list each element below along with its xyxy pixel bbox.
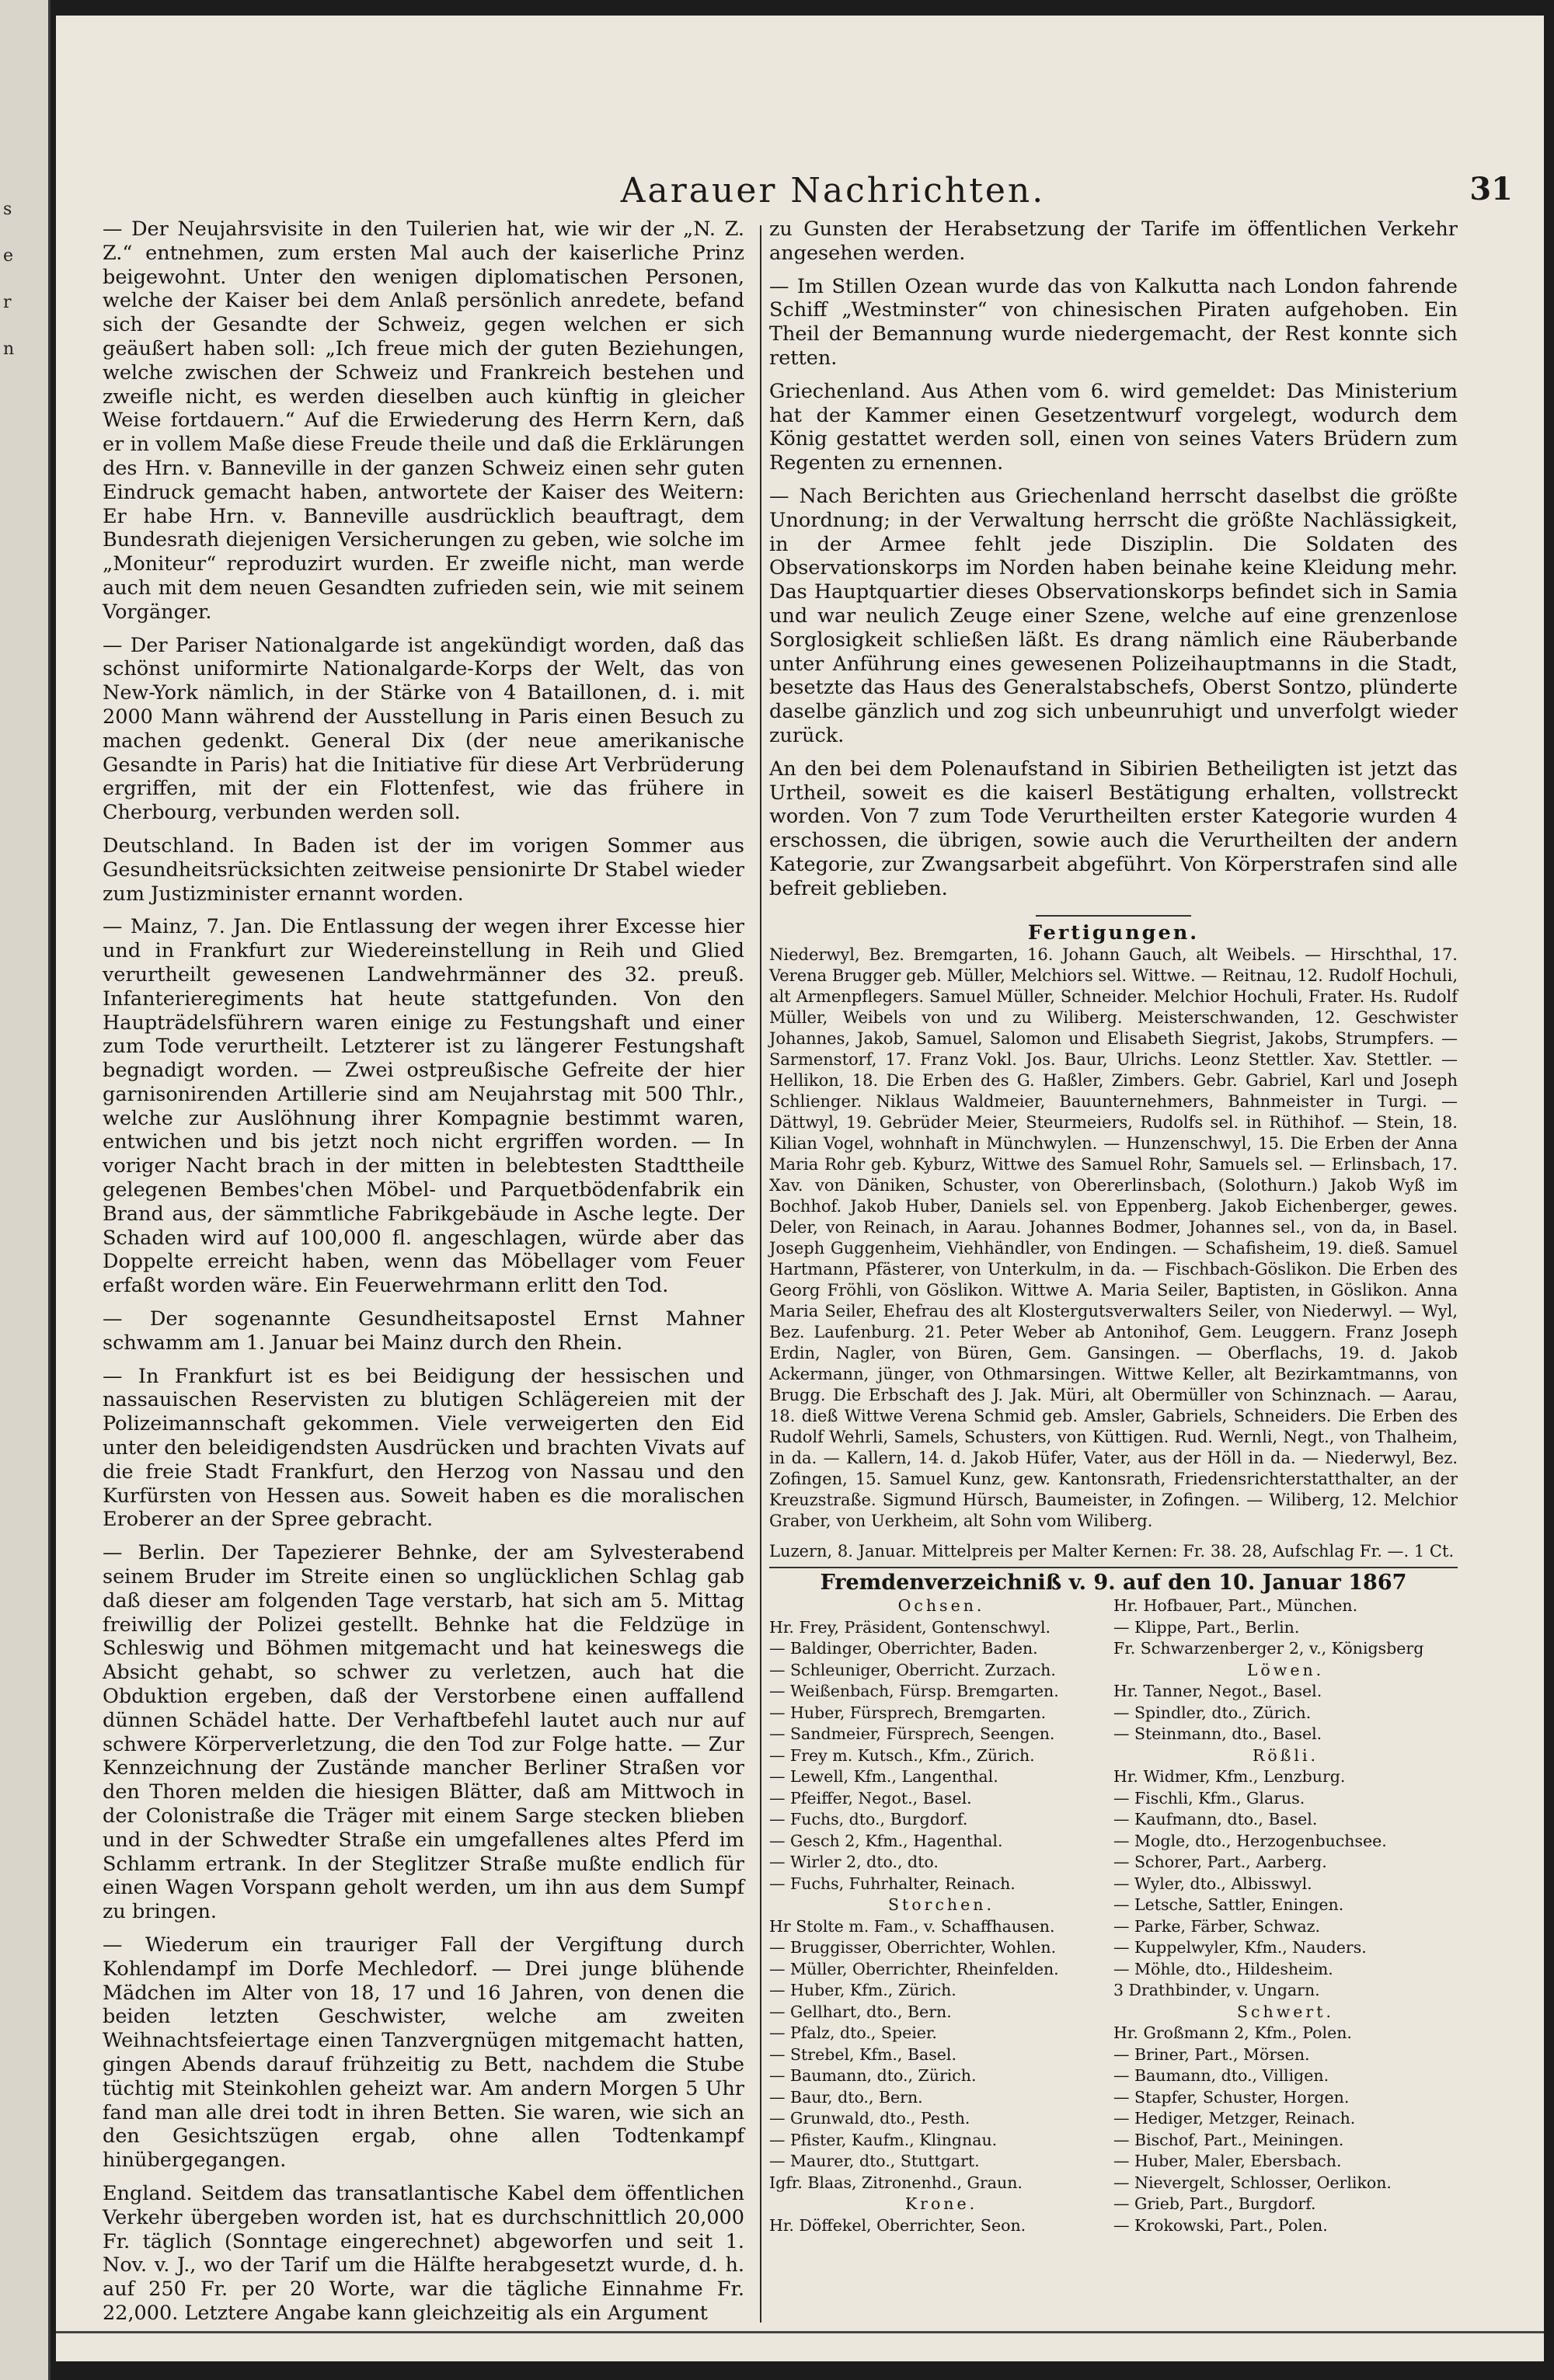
guest-entry: 3 Drathbinder, v. Ungarn. — [1113, 1981, 1320, 2000]
guest-entry: — Spindler, dto., Zürich. — [1113, 1703, 1312, 1722]
guest-entry: — Müller, Oberrichter, Rheinfelden. — [769, 1959, 1059, 1978]
hotel-name: Krone. — [904, 2194, 978, 2214]
guest-entry: — Krokowski, Part., Polen. — [1113, 2215, 1328, 2235]
guest-entry: — Klippe, Part., Berlin. — [1113, 1617, 1300, 1637]
guest-entry: — Pfalz, dto., Speier. — [769, 2023, 937, 2043]
hotel-name: Schwert. — [1237, 2002, 1334, 2021]
column-rule — [760, 225, 761, 2323]
fertigungen-heading: Fertigungen. — [1027, 920, 1200, 945]
guest-entry: — Baumann, dto., Zürich. — [769, 2066, 977, 2086]
section-divider — [1036, 915, 1191, 917]
guest-entry: — Möhle, dto., Hildesheim. — [1113, 1959, 1333, 1978]
market-price: Luzern, 8. Januar. Mittelpreis per Malter Kernen: Fr. 38. 28, Aufschlag Fr. —. 1 Ct. — [769, 1542, 1455, 1561]
left-article: — Wiederum ein trauriger Fall der Vergiftung durch Kohlendampf im Dorfe Mechledorf. — Drei junge blühende Mädchen im Alter von 18, 17 und 16 Jahren, von denen die beiden letzten Geschwister, welche am zweiten Weihnachtsfeiertage einen Tanzvergnügen mitgemacht hatten, gingen Abends darauf frühzeitig zu Bett, nachdem die Stube tüchtig mit Steinkohlen geheizt war. Am andern Morgen 5 Uhr fand man alle drei todt in ihren Betten. Sie waren, wie sich an den Gesichtszügen ergab, ohne allen Todtenkampf hinübergegangen. — [103, 1933, 744, 2173]
right-article: zu Gunsten der Herabsetzung der Tarife im öffentlichen Verkehr angesehen werden. — [769, 217, 1458, 265]
guest-entry: — Baumann, dto., Villigen. — [1113, 2066, 1329, 2086]
guest-entry: — Bischof, Part., Meiningen. — [1113, 2130, 1344, 2149]
left-article: England. Seitdem das transatlantische Kabel dem öffentlichen Verkehr übergeben worden ist, hat es durchschnittlich 20,000 Fr. täglich (Sonntage eingerechnet) abgeworfen und seit 1. Nov. v. J., wo der Tarif um die Hälfte herabgesetzt wurde, d. h. auf 250 Fr. per 20 Worte, war die tägliche Einnahme Fr. 22,000. Letztere Angabe kann gleichzeitig als ein Argument — [103, 2181, 744, 2325]
guest-entry: — Pfister, Kaufm., Klingnau. — [769, 2130, 998, 2149]
guest-entry: Hr Stolte m. Fam., v. Schaffhausen. — [769, 1916, 1055, 1936]
hotel-name: Rößli. — [1252, 1745, 1319, 1765]
guest-entry: — Lewell, Kfm., Langenthal. — [769, 1767, 998, 1787]
guest-entry: — Briner, Part., Mörsen. — [1113, 2044, 1310, 2064]
guest-entry: — Mogle, dto., Herzogenbuchsee. — [1113, 1831, 1387, 1850]
guest-entry: Hr. Tanner, Negot., Basel. — [1113, 1682, 1322, 1701]
guest-entry: Hr. Döffekel, Oberrichter, Seon. — [769, 2215, 1026, 2235]
guest-entry: — Grieb, Part., Burgdorf. — [1113, 2194, 1316, 2214]
guest-entry: — Schorer, Part., Aarberg. — [1113, 1853, 1327, 1872]
fremdenverzeichnis — [769, 1595, 1458, 2236]
bottom-rule — [56, 2331, 1544, 2333]
guest-entry: — Maurer, dto., Stuttgart. — [769, 2152, 980, 2171]
guest-entry: — Bruggisser, Oberrichter, Wohlen. — [769, 1938, 1057, 1957]
guest-entry: — Letsche, Sattler, Eningen. — [1113, 1895, 1344, 1915]
guest-entry: — Huber, Fürsprech, Bremgarten. — [769, 1703, 1047, 1722]
page-number: 31 — [1469, 171, 1513, 207]
left-article: — Der Pariser Nationalgarde ist angekündigt worden, daß das schönst uniformirte Nationalgarde-Korps der Welt, das von New-York nämlich, in der Stärke von 4 Bataillonen, d. i. mit 2000 Mann während der Ausstellung in Paris einen Besuch zu machen gedenkt. General Dix (der neue amerikanische Gesandte in Paris) hat die Initiative für diese Art Verbrüderung ergriffen, mit der ein Flottenfest, wie das frühere in Cherbourg, verbunden werden soll. — [103, 633, 744, 825]
guest-entry: — Wyler, dto., Albisswyl. — [1113, 1874, 1312, 1893]
adjacent-page-edge — [0, 0, 51, 2380]
hotel-name: Ochsen. — [897, 1596, 985, 1616]
right-article: — Nach Berichten aus Griechenland herrscht daselbst die größte Unordnung; in der Verwaltung herrscht die größte Nachlässigkeit, in der Armee fehlt jede Disziplin. Die Soldaten des Observationskorps im Norden haben beinahe keine Kleidung mehr. Das Hauptquartier dieses Observationskorps befindet sich in Samia und war neulich Zeuge einer Szene, welche auf eine grenzenlose Sorglosigkeit schließen läßt. Es drang nämlich eine Räuberbande unter Anführung eines gewesenen Polizeihauptmanns in die Stadt, besetzte das Haus des Generalstabschefs, Oberst Sontzo, plünderte daselbe gänzlich und zog sich unbeunruhigt und unverfolgt wieder zurück. — [769, 484, 1458, 747]
edge-letter: s — [3, 200, 12, 219]
guest-entry: — Kaufmann, dto., Basel. — [1113, 1810, 1318, 1829]
guest-entry: — Fuchs, Fuhrhalter, Reinach. — [769, 1874, 1016, 1893]
guest-entry: Hr. Hofbauer, Part., München. — [1113, 1596, 1358, 1616]
guest-entry: — Nievergelt, Schlosser, Oerlikon. — [1113, 2173, 1392, 2192]
guest-entry: — Fischli, Kfm., Glarus. — [1113, 1788, 1305, 1808]
guest-entry: — Hediger, Metzger, Reinach. — [1113, 2109, 1356, 2128]
right-article: — Im Stillen Ozean wurde das von Kalkutta nach London fahrende Schiff „Westminster“ von chinesischen Piraten aufgehoben. Ein Theil der Bemannung wurde niedergemacht, der Rest konnte sich retten. — [769, 274, 1458, 370]
hotel-name: Storchen. — [888, 1895, 995, 1915]
left-column — [103, 217, 744, 2335]
guest-entry: — Parke, Färber, Schwaz. — [1113, 1916, 1320, 1936]
guest-entry: — Baldinger, Oberrichter, Baden. — [769, 1639, 1038, 1658]
edge-letter: e — [3, 246, 14, 266]
edge-letter: n — [3, 339, 15, 359]
right-article: An den bei dem Polenaufstand in Sibirien Betheiligten ist jetzt das Urtheil, soweit es die kaiserl Bestätigung erhalten, vollstreckt worden. Von 7 zum Tode Verurtheilten erster Kategorie wurden 4 erschossen, die übrigen, sowie auch die Verurtheilten der andern Kategorie, zur Zwangsarbeit abgeführt. Von Körperstrafen sind alle befreit geblieben. — [769, 757, 1458, 900]
left-article: — Der Neujahrsvisite in den Tuilerien hat, wie wir der „N. Z. Z.“ entnehmen, zum ersten Mal auch der kaiserliche Prinz beigewohnt. Unter den wenigen diplomatischen Personen, welche der Kaiser bei dem Anlaß persönlich anredete, befand sich der Gesandte der Schweiz, gegen welchen er sich geäußert haben soll: „Ich freue mich der guten Beziehungen, welche zwischen der Schweiz und Frankreich bestehen und zweifle nicht, es werden dieselben auch künftig in gleicher Weise fortdauern.“ Auf die Erwiederung des Herrn Kern, daß er in vollem Maße diese Freude theile und daß die Erklärungen des Hrn. v. Banneville in der ganzen Schweiz einen sehr guten Eindruck gemacht haben, antwortete der Kaiser des Weitern: Er habe Hrn. v. Banneville ausdrücklich beauftragt, dem Bundesrath diejenigen Versicherungen zu geben, wie solche im „Moniteur“ reproduzirt wurden. Er zweifle nicht, man werde auch mit dem neuen Gesandten zufrieden sein, wie mit seinem Vorgänger. — [103, 217, 744, 624]
guest-entry: — Grunwald, dto., Pesth. — [769, 2109, 970, 2128]
guest-entry: — Frey m. Kutsch., Kfm., Zürich. — [769, 1745, 1035, 1765]
hotel-name: Löwen. — [1246, 1660, 1325, 1679]
guest-entry: — Weißenbach, Fürsp. Bremgarten. — [769, 1682, 1059, 1701]
fremden-left-list — [769, 1595, 1113, 2236]
guest-entry: — Fuchs, dto., Burgdorf. — [769, 1810, 968, 1829]
guest-entry: — Strebel, Kfm., Basel. — [769, 2044, 956, 2064]
right-column-articles — [769, 217, 1458, 910]
guest-entry: — Huber, Maler, Ebersbach. — [1113, 2152, 1342, 2171]
right-column — [769, 217, 1458, 2236]
newspaper-page — [56, 16, 1544, 2361]
left-article: — Mainz, 7. Jan. Die Entlassung der wegen ihrer Excesse hier und in Frankfurt zur Wiedereinstellung in Reih und Glied verurtheilt gewesenen Landwehrmänner des 32. preuß. Infanterieregiments hat heute stattgefunden. Von den Haupträdelsführern waren einige zu Festungshaft und einer zum Tode verurtheilt. Letzterer ist zu längerer Festungshaft begnadigt worden. — Zwei ostpreußische Gefreite der hier garnisonirenden Artillerie sind am Neujahrstag mit 500 Thlr., welche zur Auslöhnung ihrer Kompagnie bestimmt waren, entwichen und bis jetzt noch nicht ergriffen worden. — In voriger Nacht brach in der mitten in belebtesten Stadttheile gelegenen Bembes'chen Möbel- und Parquetbödenfabrik ein Brand aus, der sämmtliche Fabrikgebäude in Asche legte. Der Schaden wird auf 100,000 fl. angeschlagen, würde aber das Doppelte erreicht haben, wenn das Möbellager vom Feuer erfaßt worden wäre. Ein Feuerwehrmann erlitt den Tod. — [103, 915, 744, 1298]
guest-entry: — Sandmeier, Fürsprech, Seengen. — [769, 1724, 1055, 1744]
right-article: Griechenland. Aus Athen vom 6. wird gemeldet: Das Ministerium hat der Kammer einen Gesetzentwurf vorgelegt, wodurch dem König gestattet werden soll, einen von seines Vaters Brüdern zum Regenten zu ernennen. — [769, 379, 1458, 475]
fertigungen-list: Niederwyl, Bez. Bremgarten, 16. Johann Gauch, alt Weibels. — Hirschthal, 17. Verena Brugger geb. Müller, Melchiors sel. Wittwe. — Reitnau, 12. Rudolf Hochuli, alt Armenpflegers. Samuel Müller, Schneider. Melchior Hochuli, Frater. Hs. Rudolf Müller, Weibels von und zu Wiliberg. Meisterschwanden, 12. Geschwister Johannes, Jakob, Samuel, Salomon und Elisabeth Siegrist, Jakobs, Strumpfers. — Sarmenstorf, 17. Franz Vokl. Jos. Baur, Ulrichs. Leonz Stettler. Xav. Stettler. — Hellikon, 18. Die Erben des G. Haßler, Zimbers. Gebr. Gabriel, Karl und Joseph Schlienger. Niklaus Waldmeier, Bauunternehmers, Bahnmeister in Turgi. — Dättwyl, 19. Gebrüder Meier, Steurmeiers, Rudolfs sel. in Rüthihof. — Stein, 18. Kilian Vogel, wohnhaft in Münchwylen. — Hunzenschwyl, 15. Die Erben der Anna Maria Rohr geb. Kyburz, Wittwe des Samuel Rohr, Samuels sel. — Erlinsbach, 17. Xav. von Däniken, Schuster, von Obererlinsbach, (Solothurn.) Jakob Wyß im Bochhof. Jakob Huber, Daniels sel. von Eppenberg. Jakob Eichenberger, gewes. Deler, von Reinach, in Aarau. Johannes Bodmer, Johannes sel., von da, in Basel. Joseph Guggenheim, Viehhändler, von Endingen. — Schafisheim, 19. dieß. Samuel Hartmann, Pfästerer, von Unterkulm, in da. — Fischbach-Göslikon. Die Erben des Georg Fröhli, von Göslikon. Wittwe A. Maria Seiler, Baptisten, in Göslikon. Anna Maria Seiler, Ehefrau des alt Klostergutsverwalters Seiler, von Niederwyl. — Wyl, Bez. Laufenburg. 21. Peter Weber ab Antonihof, Gem. Leuggern. Franz Joseph Erdin, Nagler, von Büren, Gem. Gansingen. — Oberflachs, 19. d. Jakob Ackermann, jünger, von Othmarsingen. Wittwe Keller, alt Bezirkamtmanns, von Brugg. Die Erbschaft des J. Jak. Müri, alt Obermüller von Schinznach. — Aarau, 18. dieß Wittwe Verena Schmid geb. Amsler, Gabriels, Schneiders. Die Erben des Rudolf Wehrli, Samels, Schusters, von Küttigen. Rud. Wernli, Negt., von Thalheim, in da. — Kallern, 14. d. Jakob Hüfer, Vater, aus der Höll in da. — Niederwyl, Bez. Zofingen, 15. Samuel Kunz, gew. Kantonsrath, Friedensrichterstatthalter, an der Kreuzstraße. Sigmund Hürsch, Baumeister, in Zofingen. — Wiliberg, 12. Melchior Graber, von Uerkheim, alt Sohn vom Wiliberg. — [769, 945, 1458, 1531]
guest-entry: Igfr. Blaas, Zitronenhd., Graun. — [769, 2173, 1023, 2192]
guest-entry: — Huber, Kfm., Zürich. — [769, 1981, 956, 2000]
guest-entry: — Baur, dto., Bern. — [769, 2087, 923, 2107]
adjacent-page-letters — [3, 186, 14, 373]
masthead-title: Aarauer Nachrichten. — [620, 171, 1046, 211]
page-header — [56, 171, 1544, 217]
edge-letter: r — [3, 293, 12, 312]
fremden-right-list — [1113, 1595, 1458, 2236]
left-article: — Der sogenannte Gesundheitsapostel Ernst Mahner schwamm am 1. Januar bei Mainz durch den Rhein. — [103, 1307, 744, 1355]
guest-entry: — Pfeiffer, Negot., Basel. — [769, 1788, 972, 1808]
guest-entry: — Schleuniger, Oberricht. Zurzach. — [769, 1660, 1056, 1679]
guest-entry: — Gesch 2, Kfm., Hagenthal. — [769, 1831, 1003, 1850]
left-article: — Berlin. Der Tapezierer Behnke, der am Sylvesterabend seinem Bruder im Streite einen so unglücklichen Schlag gab daß dieser am folgenden Tage verstarb, hat sich am 5. Mittag freiwillig der Polizei gestellt. Behnke hat die Feldzüge in Schleswig und Böhmen mitgemacht und hat keineswegs die Absicht gehabt, so schwer zu verletzen, auch hat die Obduktion ergeben, daß der Verstorbene einen auffallend dünnen Schädel hatte. Der Verhaftbefehl lautet auch nur auf schwere Körperverletzung, die den Tod zur Folge hatte. — Zur Kennzeichnung der Zustände mancher Berliner Straßen vor den Thoren melden die hiesigen Blätter, daß am Mittwoch in der Colonistraße die Träger mit einem Sarge stecken blieben und in der Schwedter Straße ein umgefallenes altes Pferd im Schlamm ertrank. In der Steglitzer Straße mußte endlich für einen Wagen Vorspann geholt werden, um ihn aus dem Sumpf zu bringen. — [103, 1541, 744, 1924]
guest-entry: Fr. Schwarzenberger 2, v., Königsberg — [1113, 1639, 1424, 1658]
guest-entry: — Gellhart, dto., Bern. — [769, 2002, 952, 2021]
guest-entry: — Steinmann, dto., Basel. — [1113, 1724, 1322, 1744]
guest-entry: Hr. Großmann 2, Kfm., Polen. — [1113, 2023, 1352, 2043]
left-article: Deutschland. In Baden ist der im vorigen Sommer aus Gesundheitsrücksichten zeitweise pensionirte Dr Stabel wieder zum Justizminister ernannt worden. — [103, 833, 744, 906]
guest-entry: — Wirler 2, dto., dto. — [769, 1853, 939, 1872]
left-article: — In Frankfurt ist es bei Beidigung der hessischen und nassauischen Reservisten zu blutigen Schlägereien mit der Polizeimannschaft gekommen. Viele verweigerten den Eid unter den beleidigendsten Ausdrücken und brachten Vivats auf die freie Stadt Frankfurt, den Herzog von Nassau und den Kurfürsten von Hessen aus. Soweit haben es die moralischen Eroberer an der Spree gebracht. — [103, 1364, 744, 1532]
fremdenverzeichnis-title: Fremdenverzeichniß v. 9. auf den 10. Januar 1867 — [769, 1567, 1458, 1595]
guest-entry: Hr. Widmer, Kfm., Lenzburg. — [1113, 1767, 1346, 1787]
guest-entry: Hr. Frey, Präsident, Gontenschwyl. — [769, 1617, 1051, 1637]
guest-entry: — Stapfer, Schuster, Horgen. — [1113, 2087, 1350, 2107]
guest-entry: — Kuppelwyler, Kfm., Nauders. — [1113, 1938, 1367, 1957]
